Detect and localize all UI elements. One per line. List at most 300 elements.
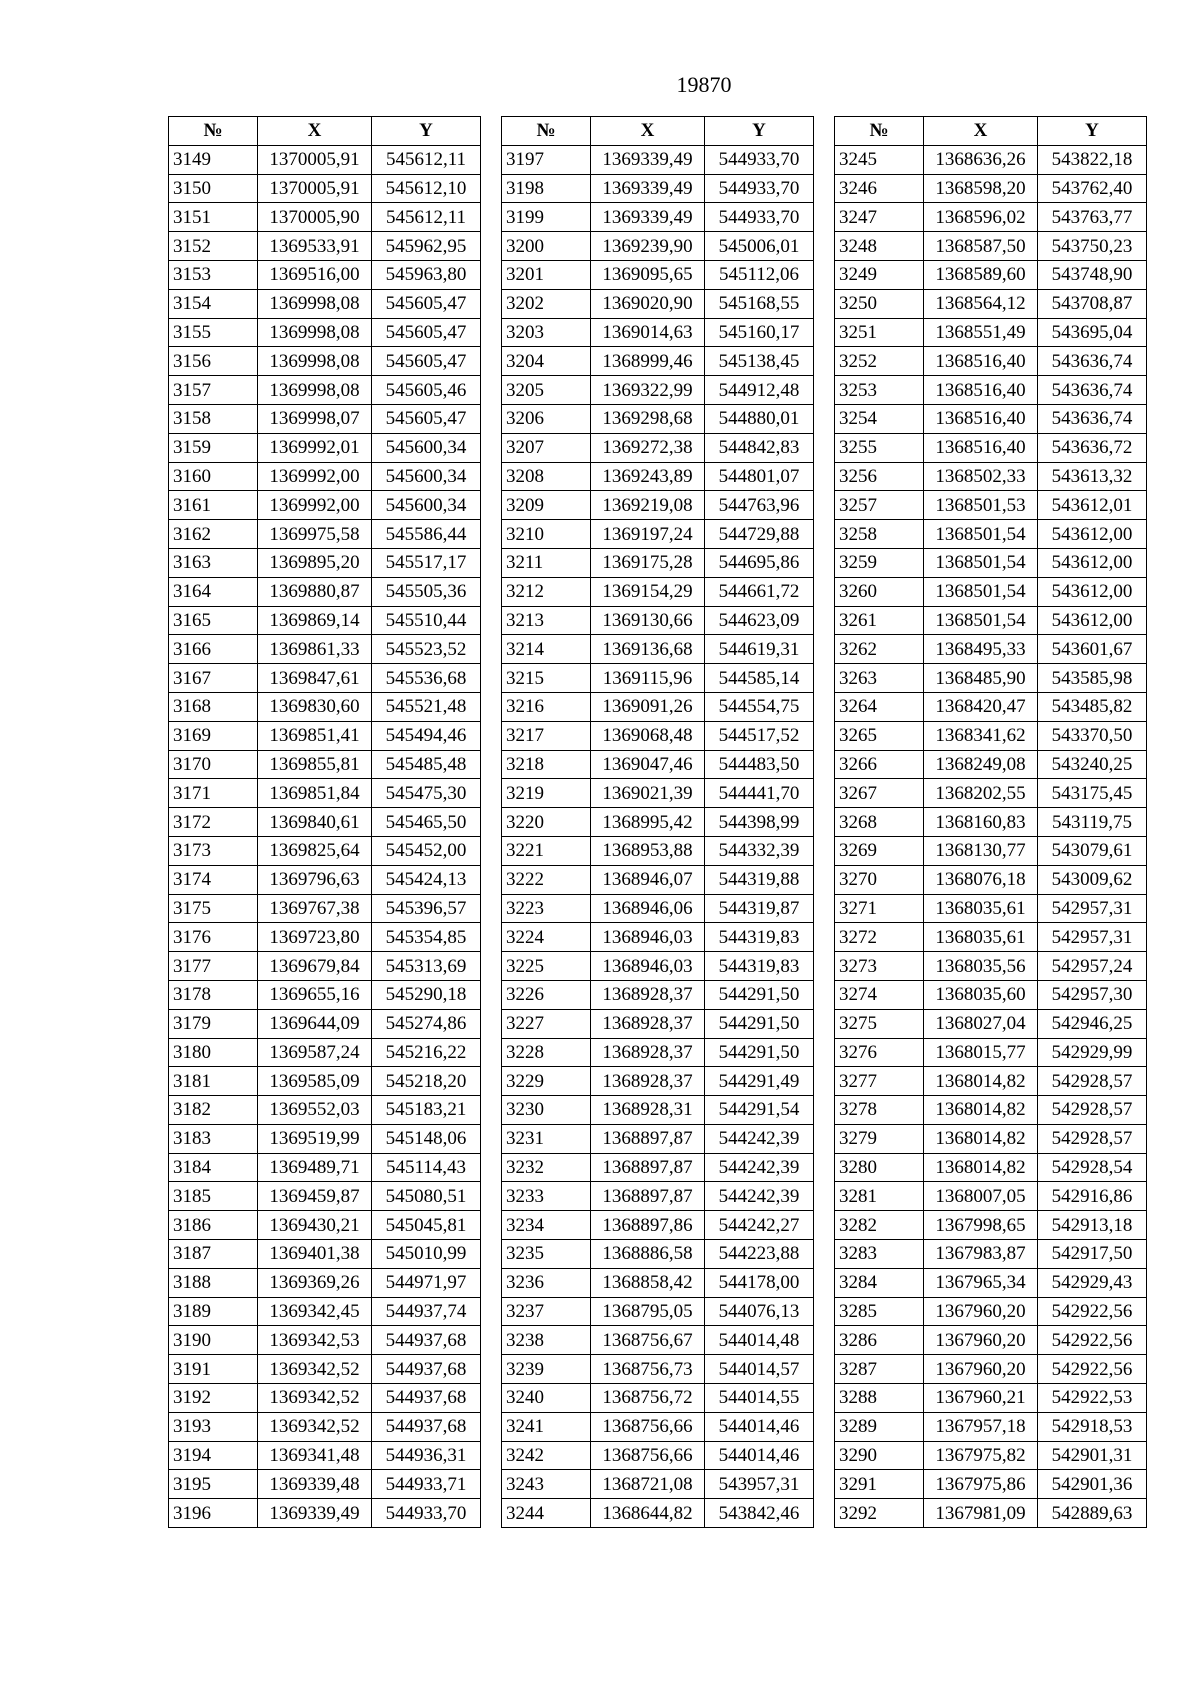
point-number-cell: 3270 [835, 865, 924, 894]
x-coordinate-cell: 1368644,82 [591, 1499, 705, 1528]
x-coordinate-cell: 1368587,50 [924, 232, 1038, 261]
table-row [169, 808, 481, 837]
x-coordinate-cell: 1368756,72 [591, 1384, 705, 1413]
x-coordinate-cell: 1369998,08 [258, 347, 372, 376]
y-coordinate-cell: 545521,48 [372, 692, 481, 721]
point-number-cell: 3164 [169, 577, 258, 606]
y-coordinate-cell: 543763,77 [1038, 203, 1147, 232]
y-coordinate-cell: 544291,54 [705, 1096, 814, 1125]
y-coordinate-cell: 542922,56 [1038, 1297, 1147, 1326]
y-coordinate-cell: 544332,39 [705, 836, 814, 865]
x-coordinate-cell: 1369655,16 [258, 980, 372, 1009]
x-coordinate-cell: 1368564,12 [924, 289, 1038, 318]
table-row [502, 1470, 814, 1499]
y-coordinate-cell: 543636,72 [1038, 433, 1147, 462]
x-coordinate-cell: 1369339,49 [591, 203, 705, 232]
table-row [502, 318, 814, 347]
table-row [169, 750, 481, 779]
y-coordinate-cell: 544014,55 [705, 1384, 814, 1413]
y-coordinate-cell: 542957,24 [1038, 952, 1147, 981]
table-row [835, 1096, 1147, 1125]
table-row [502, 347, 814, 376]
table-row [835, 260, 1147, 289]
point-number-cell: 3216 [502, 692, 591, 721]
table-row [835, 1211, 1147, 1240]
table-row [835, 1384, 1147, 1413]
x-coordinate-cell: 1367960,20 [924, 1297, 1038, 1326]
table-row [835, 318, 1147, 347]
table-row [835, 491, 1147, 520]
x-coordinate-cell: 1369339,48 [258, 1470, 372, 1499]
y-coordinate-cell: 545600,34 [372, 462, 481, 491]
header-y: Y [1038, 117, 1147, 146]
x-coordinate-cell: 1368756,66 [591, 1412, 705, 1441]
x-coordinate-cell: 1369430,21 [258, 1211, 372, 1240]
y-coordinate-cell: 544014,57 [705, 1355, 814, 1384]
x-coordinate-cell: 1369585,09 [258, 1067, 372, 1096]
point-number-cell: 3282 [835, 1211, 924, 1240]
table-row [169, 1499, 481, 1528]
point-number-cell: 3151 [169, 203, 258, 232]
y-coordinate-cell: 543079,61 [1038, 836, 1147, 865]
point-number-cell: 3283 [835, 1240, 924, 1269]
table-row [502, 491, 814, 520]
x-coordinate-cell: 1368928,37 [591, 1009, 705, 1038]
table-row [169, 1009, 481, 1038]
point-number-cell: 3168 [169, 692, 258, 721]
x-coordinate-cell: 1369516,00 [258, 260, 372, 289]
table-row [502, 1355, 814, 1384]
table-row [502, 1153, 814, 1182]
table-row [169, 779, 481, 808]
table-row [502, 721, 814, 750]
point-number-cell: 3167 [169, 664, 258, 693]
point-number-cell: 3214 [502, 635, 591, 664]
point-number-cell: 3201 [502, 260, 591, 289]
x-coordinate-cell: 1369239,90 [591, 232, 705, 261]
point-number-cell: 3248 [835, 232, 924, 261]
x-coordinate-cell: 1369489,71 [258, 1153, 372, 1182]
y-coordinate-cell: 542928,57 [1038, 1067, 1147, 1096]
point-number-cell: 3287 [835, 1355, 924, 1384]
table-row [502, 836, 814, 865]
page-number [0, 72, 1200, 98]
x-coordinate-cell: 1369342,52 [258, 1384, 372, 1413]
table-row [835, 520, 1147, 549]
y-coordinate-cell: 543636,74 [1038, 347, 1147, 376]
x-coordinate-cell: 1367960,20 [924, 1326, 1038, 1355]
coordinates-table-2 [501, 116, 814, 1528]
table-row [835, 664, 1147, 693]
y-coordinate-cell: 544319,87 [705, 894, 814, 923]
point-number-cell: 3259 [835, 548, 924, 577]
y-coordinate-cell: 545612,11 [372, 203, 481, 232]
y-coordinate-cell: 542913,18 [1038, 1211, 1147, 1240]
x-coordinate-cell: 1369830,60 [258, 692, 372, 721]
x-coordinate-cell: 1369130,66 [591, 606, 705, 635]
x-coordinate-cell: 1369272,38 [591, 433, 705, 462]
x-coordinate-cell: 1368035,61 [924, 894, 1038, 923]
point-number-cell: 3222 [502, 865, 591, 894]
point-number-cell: 3236 [502, 1268, 591, 1297]
table-row [502, 289, 814, 318]
y-coordinate-cell: 542922,53 [1038, 1384, 1147, 1413]
y-coordinate-cell: 544937,68 [372, 1384, 481, 1413]
y-coordinate-cell: 542916,86 [1038, 1182, 1147, 1211]
point-number-cell: 3275 [835, 1009, 924, 1038]
x-coordinate-cell: 1369047,46 [591, 750, 705, 779]
x-coordinate-cell: 1368946,06 [591, 894, 705, 923]
point-number-cell: 3189 [169, 1297, 258, 1326]
x-coordinate-cell: 1369998,08 [258, 376, 372, 405]
point-number-cell: 3183 [169, 1124, 258, 1153]
point-number-cell: 3184 [169, 1153, 258, 1182]
table-row [502, 174, 814, 203]
x-coordinate-cell: 1368946,03 [591, 923, 705, 952]
y-coordinate-cell: 543612,00 [1038, 606, 1147, 635]
point-number-cell: 3277 [835, 1067, 924, 1096]
table-row [835, 548, 1147, 577]
y-coordinate-cell: 545605,47 [372, 404, 481, 433]
table-row [835, 289, 1147, 318]
table-row [169, 1326, 481, 1355]
y-coordinate-cell: 543613,32 [1038, 462, 1147, 491]
y-coordinate-cell: 545045,81 [372, 1211, 481, 1240]
table-row [502, 692, 814, 721]
point-number-cell: 3177 [169, 952, 258, 981]
x-coordinate-cell: 1369840,61 [258, 808, 372, 837]
y-coordinate-cell: 545396,57 [372, 894, 481, 923]
x-coordinate-cell: 1368495,33 [924, 635, 1038, 664]
x-coordinate-cell: 1369014,63 [591, 318, 705, 347]
table-row [502, 232, 814, 261]
point-number-cell: 3278 [835, 1096, 924, 1125]
point-number-cell: 3245 [835, 145, 924, 174]
table-row [502, 1412, 814, 1441]
x-coordinate-cell: 1369115,96 [591, 664, 705, 693]
point-number-cell: 3194 [169, 1441, 258, 1470]
header-number: № [169, 117, 258, 146]
y-coordinate-cell: 543485,82 [1038, 692, 1147, 721]
y-coordinate-cell: 543708,87 [1038, 289, 1147, 318]
x-coordinate-cell: 1368501,54 [924, 548, 1038, 577]
table-row [502, 980, 814, 1009]
y-coordinate-cell: 544242,39 [705, 1124, 814, 1153]
point-number-cell: 3178 [169, 980, 258, 1009]
y-coordinate-cell: 545963,80 [372, 260, 481, 289]
y-coordinate-cell: 545586,44 [372, 520, 481, 549]
y-coordinate-cell: 544291,50 [705, 980, 814, 1009]
header-row [169, 117, 481, 146]
table-row [835, 174, 1147, 203]
y-coordinate-cell: 543957,31 [705, 1470, 814, 1499]
x-coordinate-cell: 1369998,08 [258, 289, 372, 318]
point-number-cell: 3204 [502, 347, 591, 376]
table-row [835, 376, 1147, 405]
point-number-cell: 3170 [169, 750, 258, 779]
x-coordinate-cell: 1368249,08 [924, 750, 1038, 779]
point-number-cell: 3213 [502, 606, 591, 635]
table-row [835, 808, 1147, 837]
y-coordinate-cell: 544014,46 [705, 1412, 814, 1441]
y-coordinate-cell: 545313,69 [372, 952, 481, 981]
table-row [502, 1182, 814, 1211]
table-row [835, 1297, 1147, 1326]
y-coordinate-cell: 544933,71 [372, 1470, 481, 1499]
table-row [835, 1412, 1147, 1441]
x-coordinate-cell: 1369992,00 [258, 462, 372, 491]
table-row [835, 1268, 1147, 1297]
table-row [502, 433, 814, 462]
point-number-cell: 3263 [835, 664, 924, 693]
point-number-cell: 3161 [169, 491, 258, 520]
point-number-cell: 3226 [502, 980, 591, 1009]
point-number-cell: 3209 [502, 491, 591, 520]
point-number-cell: 3192 [169, 1384, 258, 1413]
table-row [169, 635, 481, 664]
point-number-cell: 3160 [169, 462, 258, 491]
x-coordinate-cell: 1367998,65 [924, 1211, 1038, 1240]
table-row [169, 174, 481, 203]
table-row [835, 404, 1147, 433]
x-coordinate-cell: 1367975,86 [924, 1470, 1038, 1499]
point-number-cell: 3253 [835, 376, 924, 405]
y-coordinate-cell: 543750,23 [1038, 232, 1147, 261]
point-number-cell: 3150 [169, 174, 258, 203]
table-row [835, 750, 1147, 779]
y-coordinate-cell: 544937,74 [372, 1297, 481, 1326]
x-coordinate-cell: 1368596,02 [924, 203, 1038, 232]
x-coordinate-cell: 1368014,82 [924, 1124, 1038, 1153]
point-number-cell: 3205 [502, 376, 591, 405]
x-coordinate-cell: 1369091,26 [591, 692, 705, 721]
x-coordinate-cell: 1369401,38 [258, 1240, 372, 1269]
x-coordinate-cell: 1369767,38 [258, 894, 372, 923]
point-number-cell: 3230 [502, 1096, 591, 1125]
y-coordinate-cell: 545216,22 [372, 1038, 481, 1067]
y-coordinate-cell: 545600,34 [372, 433, 481, 462]
table-row [835, 145, 1147, 174]
x-coordinate-cell: 1370005,90 [258, 203, 372, 232]
point-number-cell: 3211 [502, 548, 591, 577]
table-row [169, 318, 481, 347]
y-coordinate-cell: 543695,04 [1038, 318, 1147, 347]
table-row [169, 289, 481, 318]
y-coordinate-cell: 545536,68 [372, 664, 481, 693]
point-number-cell: 3244 [502, 1499, 591, 1528]
x-coordinate-cell: 1369341,48 [258, 1441, 372, 1470]
x-coordinate-cell: 1368928,37 [591, 1067, 705, 1096]
y-coordinate-cell: 542928,54 [1038, 1153, 1147, 1182]
y-coordinate-cell: 543009,62 [1038, 865, 1147, 894]
x-coordinate-cell: 1369197,24 [591, 520, 705, 549]
x-coordinate-cell: 1368007,05 [924, 1182, 1038, 1211]
point-number-cell: 3258 [835, 520, 924, 549]
table-row [835, 606, 1147, 635]
x-coordinate-cell: 1367957,18 [924, 1412, 1038, 1441]
y-coordinate-cell: 542889,63 [1038, 1499, 1147, 1528]
x-coordinate-cell: 1369322,99 [591, 376, 705, 405]
point-number-cell: 3185 [169, 1182, 258, 1211]
y-coordinate-cell: 542918,53 [1038, 1412, 1147, 1441]
table-row [502, 664, 814, 693]
y-coordinate-cell: 545290,18 [372, 980, 481, 1009]
y-coordinate-cell: 545605,47 [372, 347, 481, 376]
y-coordinate-cell: 544661,72 [705, 577, 814, 606]
x-coordinate-cell: 1368516,40 [924, 347, 1038, 376]
point-number-cell: 3256 [835, 462, 924, 491]
table-row [169, 1441, 481, 1470]
y-coordinate-cell: 544014,48 [705, 1326, 814, 1355]
y-coordinate-cell: 544619,31 [705, 635, 814, 664]
table-body [502, 145, 814, 1527]
x-coordinate-cell: 1368598,20 [924, 174, 1038, 203]
x-coordinate-cell: 1368721,08 [591, 1470, 705, 1499]
y-coordinate-cell: 543612,00 [1038, 520, 1147, 549]
y-coordinate-cell: 542922,56 [1038, 1355, 1147, 1384]
table-row [169, 721, 481, 750]
x-coordinate-cell: 1369243,89 [591, 462, 705, 491]
x-coordinate-cell: 1369851,41 [258, 721, 372, 750]
y-coordinate-cell: 543370,50 [1038, 721, 1147, 750]
x-coordinate-cell: 1369992,00 [258, 491, 372, 520]
x-coordinate-cell: 1369861,33 [258, 635, 372, 664]
x-coordinate-cell: 1367960,20 [924, 1355, 1038, 1384]
table-row [835, 836, 1147, 865]
point-number-cell: 3218 [502, 750, 591, 779]
y-coordinate-cell: 544517,52 [705, 721, 814, 750]
table-row [169, 404, 481, 433]
point-number-cell: 3227 [502, 1009, 591, 1038]
y-coordinate-cell: 542922,56 [1038, 1326, 1147, 1355]
x-coordinate-cell: 1368636,26 [924, 145, 1038, 174]
point-number-cell: 3179 [169, 1009, 258, 1038]
y-coordinate-cell: 545138,45 [705, 347, 814, 376]
y-coordinate-cell: 542917,50 [1038, 1240, 1147, 1269]
table-row [169, 548, 481, 577]
table-row [169, 1355, 481, 1384]
table-row [169, 606, 481, 635]
point-number-cell: 3241 [502, 1412, 591, 1441]
x-coordinate-cell: 1369644,09 [258, 1009, 372, 1038]
y-coordinate-cell: 544014,46 [705, 1441, 814, 1470]
y-coordinate-cell: 545605,47 [372, 289, 481, 318]
table-row [502, 1009, 814, 1038]
table-row [502, 1268, 814, 1297]
y-coordinate-cell: 543822,18 [1038, 145, 1147, 174]
page-number-text: 19870 [676, 72, 732, 97]
point-number-cell: 3199 [502, 203, 591, 232]
table-row [169, 462, 481, 491]
y-coordinate-cell: 544933,70 [705, 203, 814, 232]
point-number-cell: 3286 [835, 1326, 924, 1355]
x-coordinate-cell: 1369533,91 [258, 232, 372, 261]
y-coordinate-cell: 543612,00 [1038, 577, 1147, 606]
y-coordinate-cell: 542957,31 [1038, 923, 1147, 952]
y-coordinate-cell: 544933,70 [372, 1499, 481, 1528]
table-row [169, 952, 481, 981]
x-coordinate-cell: 1368897,87 [591, 1153, 705, 1182]
point-number-cell: 3254 [835, 404, 924, 433]
point-number-cell: 3176 [169, 923, 258, 952]
table-row [169, 1096, 481, 1125]
y-coordinate-cell: 543748,90 [1038, 260, 1147, 289]
table-row [169, 1153, 481, 1182]
point-number-cell: 3186 [169, 1211, 258, 1240]
y-coordinate-cell: 544291,50 [705, 1038, 814, 1067]
x-coordinate-cell: 1368946,03 [591, 952, 705, 981]
table-row [835, 347, 1147, 376]
x-coordinate-cell: 1369219,08 [591, 491, 705, 520]
point-number-cell: 3280 [835, 1153, 924, 1182]
x-coordinate-cell: 1368130,77 [924, 836, 1038, 865]
table-row [835, 923, 1147, 952]
point-number-cell: 3237 [502, 1297, 591, 1326]
y-coordinate-cell: 543842,46 [705, 1499, 814, 1528]
y-coordinate-cell: 545505,36 [372, 577, 481, 606]
table-row [502, 750, 814, 779]
point-number-cell: 3261 [835, 606, 924, 635]
y-coordinate-cell: 544623,09 [705, 606, 814, 635]
y-coordinate-cell: 544933,70 [705, 145, 814, 174]
x-coordinate-cell: 1368999,46 [591, 347, 705, 376]
table-row [502, 1384, 814, 1413]
y-coordinate-cell: 543636,74 [1038, 404, 1147, 433]
x-coordinate-cell: 1368485,90 [924, 664, 1038, 693]
table-row [835, 1124, 1147, 1153]
y-coordinate-cell: 542901,31 [1038, 1441, 1147, 1470]
point-number-cell: 3223 [502, 894, 591, 923]
point-number-cell: 3196 [169, 1499, 258, 1528]
table-row [835, 1441, 1147, 1470]
y-coordinate-cell: 544801,07 [705, 462, 814, 491]
x-coordinate-cell: 1368035,61 [924, 923, 1038, 952]
x-coordinate-cell: 1368502,33 [924, 462, 1038, 491]
table-row [169, 664, 481, 693]
table-row [502, 923, 814, 952]
x-coordinate-cell: 1369175,28 [591, 548, 705, 577]
y-coordinate-cell: 544937,68 [372, 1412, 481, 1441]
x-coordinate-cell: 1368420,47 [924, 692, 1038, 721]
y-coordinate-cell: 545612,11 [372, 145, 481, 174]
table-row [169, 433, 481, 462]
table-row [502, 606, 814, 635]
table-row [169, 1297, 481, 1326]
point-number-cell: 3228 [502, 1038, 591, 1067]
y-coordinate-cell: 542957,31 [1038, 894, 1147, 923]
y-coordinate-cell: 544076,13 [705, 1297, 814, 1326]
x-coordinate-cell: 1368501,54 [924, 606, 1038, 635]
header-y: Y [372, 117, 481, 146]
point-number-cell: 3249 [835, 260, 924, 289]
x-coordinate-cell: 1369998,08 [258, 318, 372, 347]
x-coordinate-cell: 1369342,53 [258, 1326, 372, 1355]
point-number-cell: 3198 [502, 174, 591, 203]
y-coordinate-cell: 543175,45 [1038, 779, 1147, 808]
x-coordinate-cell: 1369339,49 [591, 174, 705, 203]
point-number-cell: 3257 [835, 491, 924, 520]
point-number-cell: 3279 [835, 1124, 924, 1153]
y-coordinate-cell: 545494,46 [372, 721, 481, 750]
x-coordinate-cell: 1367975,82 [924, 1441, 1038, 1470]
y-coordinate-cell: 544585,14 [705, 664, 814, 693]
x-coordinate-cell: 1367965,34 [924, 1268, 1038, 1297]
point-number-cell: 3246 [835, 174, 924, 203]
y-coordinate-cell: 543119,75 [1038, 808, 1147, 837]
table-row [502, 1441, 814, 1470]
x-coordinate-cell: 1368551,49 [924, 318, 1038, 347]
y-coordinate-cell: 543636,74 [1038, 376, 1147, 405]
